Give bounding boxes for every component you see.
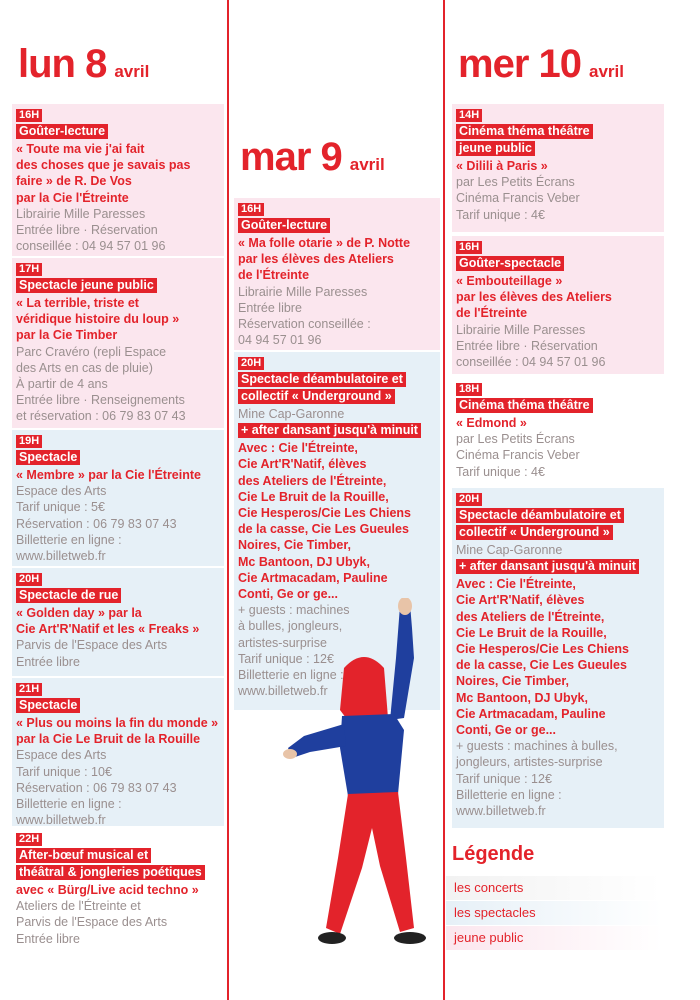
event-info: Librairie Mille Paresses Entrée libre · Réservation conseillée : 04 94 57 01 96 [456,322,606,370]
event-info: Espace des Arts Tarif unique : 5€ Réservation : 06 79 83 07 43 Billetterie en ligne : www.billetweb.fr [16,484,177,564]
event-lun-21h [12,678,224,826]
event-time: 16H [238,203,264,216]
event-tag: Spectacle déambulatoire et [456,508,624,523]
event-tag: collectif « Underground » [238,389,395,404]
event-info: par Les Petits Écrans Cinéma Francis Veber Tarif unique : 4€ [456,175,580,222]
event-time: 14H [456,109,482,122]
event-time: 17H [16,263,42,276]
event-title: « Embouteillage » par les élèves des Ateliers de l'Étreinte [456,274,612,321]
event-tag: jeune public [456,141,535,156]
event-time: 20H [16,573,42,586]
event-time: 19H [16,435,42,448]
event-venue: Mine Cap-Garonne [238,407,345,421]
event-lun-22h [12,828,224,952]
event-mer-18h [452,378,664,484]
day-header-tuesday [240,135,385,180]
month-label: avril [588,62,624,81]
event-info: + guests : machines à bulles, jongleurs, artistes-surprise Tarif unique : 12€ Billetterie en ligne : www.billetweb.fr [238,603,350,699]
day-label: mar 9 [240,135,342,179]
event-tag: Cinéma théma théâtre [456,124,593,139]
event-title: « Dilili à Paris » [456,159,548,173]
legend-item-concerts: les concerts [446,876,662,900]
event-tag: Cinéma théma théâtre [456,398,593,413]
event-tag: Goûter-lecture [238,218,330,233]
event-tag: After-bœuf musical et [16,848,151,863]
event-tag: Spectacle jeune public [16,278,157,293]
event-tag: théâtral & jongleries poétiques [16,865,205,880]
event-lun-19h [12,430,224,566]
event-time: 20H [456,493,482,506]
column-divider-left [227,0,229,1000]
event-time: 18H [456,383,482,396]
event-time: 16H [456,241,482,254]
event-tag: Goûter-spectacle [456,256,564,271]
event-info: Parc Cravéro (repli Espace des Arts en cas de pluie) À partir de 4 ans Entrée libre · Renseignements et réservation : 06 79 83 07 43 [16,344,186,424]
dancer-figure-illustration [282,598,448,978]
event-info: Ateliers de l'Étreinte et Parvis de l'Espace des Arts Entrée libre [16,899,168,946]
event-title: « Toute ma vie j'ai fait des choses que je savais pas faire » de R. De Vos par la Cie l'Étreinte [16,142,191,205]
event-lun-17h [12,258,224,428]
event-lun-20h [12,568,224,676]
event-time: 20H [238,357,264,370]
event-title: « La terrible, triste et véridique histoire du loup » par la Cie Timber [16,296,180,343]
event-title: « Ma folle otarie » de P. Notte par les élèves des Ateliers de l'Étreinte [238,236,411,283]
event-time: 22H [16,833,42,846]
event-tag: collectif « Underground » [456,525,613,540]
event-info: Librairie Mille Paresses Entrée libre Réservation conseillée : 04 94 57 01 96 [238,284,371,348]
event-time: 16H [16,109,42,122]
event-info: Parvis de l'Espace des Arts Entrée libre [16,638,168,669]
event-title: « Golden day » par la Cie Art'R'Natif et les « Freaks » [16,606,200,637]
event-tag-after: + after dansant jusqu'à minuit [456,559,639,574]
event-title: « Plus ou moins la fin du monde » par la Cie Le Bruit de la Rouille [16,716,219,747]
event-info: par Les Petits Écrans Cinéma Francis Veber Tarif unique : 4€ [456,432,580,479]
event-mar-16h [234,198,440,350]
month-label: avril [114,62,150,81]
event-tag-after: + after dansant jusqu'à minuit [238,423,421,438]
event-title: avec « Bürg/Live acid techno » [16,883,199,897]
event-tag: Spectacle [16,450,80,465]
event-lun-16h [12,104,224,256]
day-header-wednesday [458,42,624,87]
event-info: + guests : machines à bulles, jongleurs, artistes-surprise Tarif unique : 12€ Billetterie en ligne : www.billetweb.fr [456,739,618,819]
event-mer-14h [452,104,664,232]
event-tag: Spectacle de rue [16,588,121,603]
event-info: Espace des Arts Tarif unique : 10€ Réservation : 06 79 83 07 43 Billetterie en ligne : www.billetweb.fr [16,748,177,828]
legend-item-spectacles: les spectacles [446,901,662,925]
event-tag: Spectacle [16,698,80,713]
event-tag: Spectacle déambulatoire et [238,372,406,387]
event-tag: Goûter-lecture [16,124,108,139]
event-title: « Membre » par la Cie l'Étreinte [16,468,201,482]
day-label: mer 10 [458,42,581,86]
day-label: lun 8 [18,42,107,86]
day-header-monday [18,42,149,87]
event-title: Avec : Cie l'Étreinte, Cie Art'R'Natif, élèves des Ateliers de l'Étreinte, Cie Le Bruit de la Rouille, Cie Hesperos/Cie Les Chiens de la casse, Cie Les Gueules Noires, Cie Timber, Mc Bantoon, DJ Ubyk, Cie Artmacadam, Pauline Conti, Ge or ge... [456,577,629,738]
legend-item-jeune-public: jeune public [446,926,662,950]
event-title: Avec : Cie l'Étreinte, Cie Art'R'Natif, élèves des Ateliers de l'Étreinte, Cie Le Bruit de la Rouille, Cie Hesperos/Cie Les Chiens de la casse, Cie Les Gueules Noires, Cie Timber, Mc Bantoon, DJ Ubyk, Cie Artmacadam, Pauline Conti, Ge or ge... [238,441,411,602]
event-mer-16h [452,236,664,374]
legend-title: Légende [452,843,535,865]
event-venue: Mine Cap-Garonne [456,543,563,557]
event-time: 21H [16,683,42,696]
month-label: avril [349,155,385,174]
event-info: Librairie Mille Paresses Entrée libre · Réservation conseillée : 04 94 57 01 96 [16,206,166,254]
event-title: « Edmond » [456,416,527,430]
event-mer-20h [452,488,664,828]
